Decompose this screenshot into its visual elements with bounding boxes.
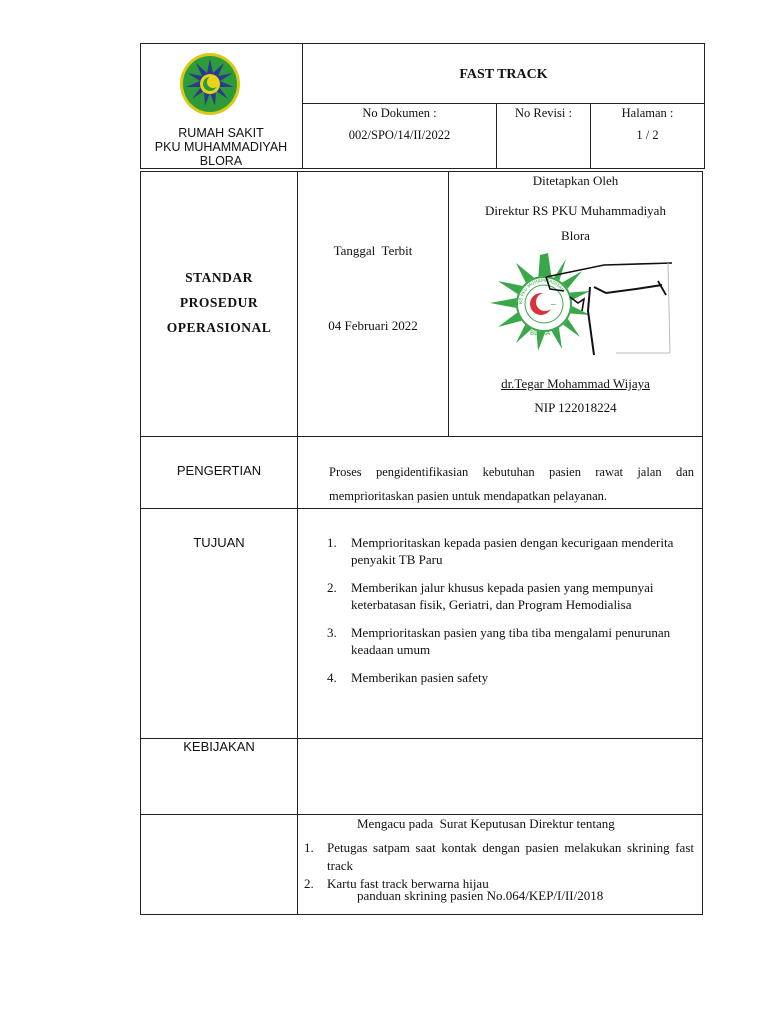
- official-seal-with-signature: [486, 251, 672, 363]
- spo-title: STANDAR PROSEDUR OPERASIONAL: [166, 270, 272, 335]
- halaman-value: 1 / 2: [636, 128, 659, 142]
- svg-text:RS PKU MUHAMMADIYAH: RS PKU MUHAMMADIYAH: [518, 278, 565, 305]
- hospital-logo: [178, 51, 242, 117]
- prosedur-item-1: 1. Petugas satpam saat kontak dengan pasien melakukan skrining fast track: [304, 840, 694, 873]
- svg-text:~: ~: [550, 300, 557, 309]
- tujuan-item-3: 3. Memprioritaskan pasien yang tiba tiba mengalami penurunan keadaan umum: [327, 625, 671, 657]
- tujuan-item-2: 2. Memberikan jalur khusus kepada pasien yang mempunyai keterbatasan fisik, Geriatri, dan Program Hemodialisa: [327, 580, 654, 612]
- tanggal-terbit-label: Tanggal Terbit: [333, 243, 413, 258]
- tujuan-item-4: 4. Memberikan pasien safety: [327, 670, 489, 685]
- halaman-label: Halaman :: [621, 106, 674, 120]
- tujuan-label: TUJUAN: [193, 535, 245, 550]
- pengertian-label: PENGERTIAN: [176, 463, 262, 478]
- pengertian-text: Proses pengidentifikasian kebutuhan pasien rawat jalan dan memprioritaskan pasien untuk mendapatkan pelayanan.: [329, 465, 694, 503]
- kebijakan-label: KEBIJAKAN: [183, 739, 255, 754]
- director-nip: NIP 122018224: [534, 400, 617, 415]
- no-dokumen-value: 002/SPO/14/II/2022: [348, 128, 451, 142]
- direktur-title: Direktur RS PKU Muhammadiyah Blora: [485, 203, 666, 243]
- no-dokumen-label: No Dokumen :: [362, 106, 437, 120]
- hospital-name: RUMAH SAKIT PKU MUHAMMADIYAH BLORA: [154, 126, 288, 168]
- kebijakan-text: Mengacu pada Surat Keputusan Direktur tentang panduan skrining pasien No.064/KEP/I/II/2018: [357, 816, 615, 903]
- ditetapkan-oleh: Ditetapkan Oleh: [532, 173, 619, 188]
- no-revisi-label: No Revisi :: [515, 106, 572, 120]
- prosedur-list: [304, 839, 694, 893]
- director-name: dr.Tegar Mohammad Wijaya: [501, 376, 650, 391]
- document-title: FAST TRACK: [459, 67, 548, 82]
- prosedur-item-2: 2. Kartu fast track berwarna hijau: [304, 876, 489, 891]
- svg-text:BLORA: BLORA: [530, 330, 550, 337]
- tujuan-list: [327, 534, 687, 686]
- tujuan-item-1: 1. Memprioritaskan kepada pasien dengan kecurigaan menderita penyakit TB Paru: [327, 535, 674, 567]
- tanggal-terbit-value: 04 Februari 2022: [328, 318, 418, 333]
